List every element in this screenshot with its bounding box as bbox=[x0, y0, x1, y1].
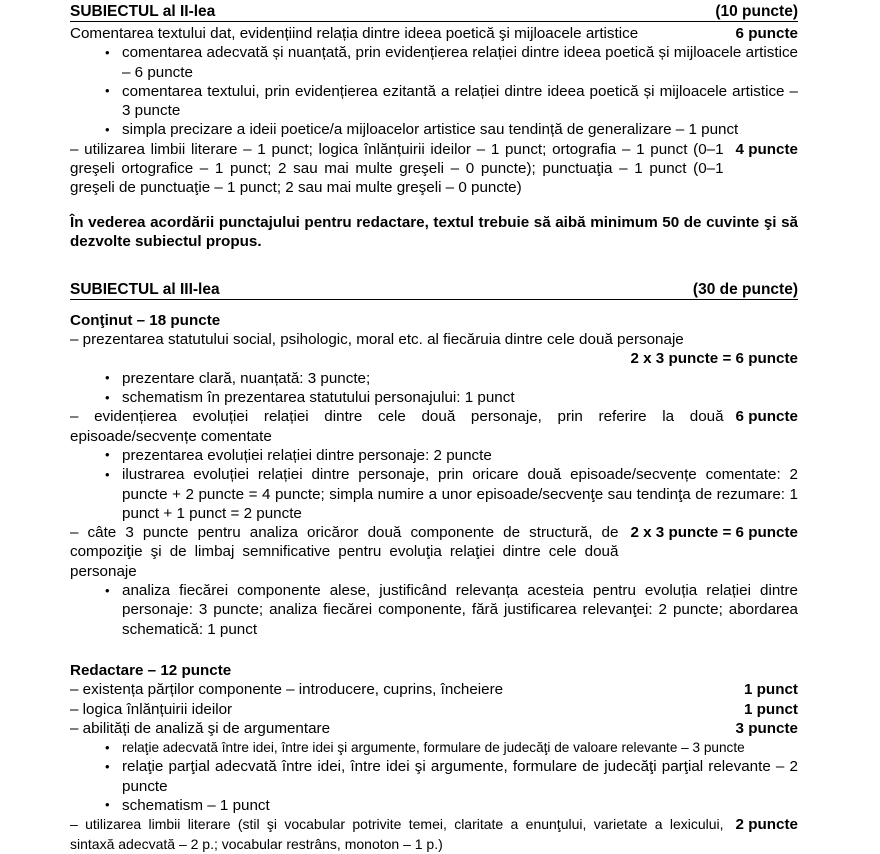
dash-row-points: 3 puncte bbox=[735, 719, 798, 737]
dash-row-points: 1 punct bbox=[743, 700, 798, 718]
section-points: (30 de puncte) bbox=[692, 280, 798, 298]
intro-points: 6 puncte bbox=[735, 25, 798, 42]
intro-text: Comentarea textului dat, evidențiind relația dintre ideea poetică şi mijloacele artistice bbox=[70, 25, 639, 42]
points-right: 2 x 3 puncte = 6 puncte bbox=[630, 350, 798, 368]
list-item: • schematism – 1 punct bbox=[70, 796, 798, 815]
list-item: • schematism în prezentarea statutului personajului: 1 punct bbox=[70, 388, 798, 407]
dash-row-text: – evidențierea evoluției relației dintre cele două personaje, prin referire la două episoade/secvențe comentate bbox=[70, 408, 724, 445]
redactare-bullet-list bbox=[70, 738, 798, 815]
spacer bbox=[70, 302, 798, 311]
dash-row bbox=[70, 680, 798, 699]
dash-row-text: – utilizarea limbii literare (stil şi vocabular potrivite temei, claritate a enunţului, varietate a lexicului, sintaxă adecvată – 2 p.; vocabular restrâns, monoton – 1 p.) bbox=[70, 816, 724, 852]
redactare-note: În vederea acordării punctajului pentru redactare, textul trebuie să aibă minimum 50 de cuvinte şi să dezvolte subiectul propus. bbox=[70, 213, 798, 251]
dash-row-text: – existența părților componente – introducere, cuprins, încheiere bbox=[70, 681, 504, 699]
dash-row bbox=[70, 815, 798, 854]
spacer bbox=[70, 198, 798, 213]
section-title: SUBIECTUL al III-lea bbox=[70, 280, 220, 298]
dash-row bbox=[70, 523, 798, 581]
criteria-row bbox=[70, 140, 798, 198]
section-points: (10 puncte) bbox=[715, 3, 798, 20]
list-item: • relaţie parţial adecvată între idei, între idei şi argumente, formulare de judecăţi parţial relevante – 2 puncte bbox=[70, 757, 798, 796]
list-item: • comentarea adecvată și nuanțată, prin evidențierea relației dintre ideea poetică și mijloacele artistice – 6 puncte bbox=[70, 43, 798, 82]
intro-row bbox=[70, 24, 798, 43]
section-header-subiectul-3 bbox=[70, 280, 798, 300]
dash-row-points: 1 punct bbox=[743, 681, 798, 699]
document-content bbox=[70, 2, 798, 854]
list-item: • analiza fiecărei componente alese, justificând relevanța acesteia pentru evoluția relației dintre personaje: 3 puncte; analiza fiecărei componente, fără justificarea relevanţei: 2 puncte; abordarea schematică: 1 punct bbox=[70, 581, 798, 639]
dash-row bbox=[70, 719, 798, 738]
continut-bullet-list-1 bbox=[70, 369, 798, 408]
dash-row-text: – logica înlănțuirii ideilor bbox=[70, 700, 233, 718]
dash-line: – prezentarea statutului social, psihologic, moral etc. al fiecăruia dintre cele două personaje bbox=[70, 331, 684, 349]
criteria-text: – utilizarea limbii literare – 1 punct; logica înlănțuirii ideilor – 1 punct; ortografia – 1 punct (0–1 greşeli ortografice – 1 punct; 2 sau mai multe greşeli – 0 puncte); punctuaţia – 1 punct (0–1 greşeli de punctuaţie – 1 punct; 2 sau mai multe greşeli – 0 puncte) bbox=[70, 140, 724, 197]
dash-row-text: – abilități de analiză şi de argumentare bbox=[70, 719, 331, 737]
dash-row-points: 2 puncte bbox=[735, 816, 798, 834]
block-heading-continut: Conţinut – 18 puncte bbox=[70, 311, 221, 329]
dash-row bbox=[70, 407, 798, 446]
dash-row-points: 6 puncte bbox=[735, 408, 798, 426]
list-item: • prezentarea evoluției relației dintre personaje: 2 puncte bbox=[70, 446, 798, 465]
list-item: • ilustrarea evoluției relației dintre personaje, prin oricare două episoade/secvențe comentate: 2 puncte + 2 puncte = 4 puncte; simpla numire a unor episoade/secvenţe sau tendinţa de rezumare: 1 punct + 1 punct = 2 puncte bbox=[70, 465, 798, 523]
list-item: • relaţie adecvată între idei, între idei şi argumente, formulare de judecăţi de valoare relevante – 3 puncte bbox=[70, 738, 798, 757]
continut-bullet-list-2 bbox=[70, 446, 798, 523]
block-heading-redactare: Redactare – 12 puncte bbox=[70, 661, 232, 679]
list-item: • simpla precizare a ideii poetice/a mijloacelor artistice sau tendință de generalizare – 1 punct bbox=[70, 120, 798, 139]
dash-row bbox=[70, 700, 798, 719]
list-item: • prezentare clară, nuanțată: 3 puncte; bbox=[70, 369, 798, 388]
subiectul-2-bullet-list bbox=[70, 43, 798, 139]
list-item: • comentarea textului, prin evidențierea ezitantă a relației dintre ideea poetică și mijloacele artistice – 3 puncte bbox=[70, 82, 798, 121]
dash-row-text: – câte 3 puncte pentru analiza oricăror două componente de structură, de compoziţie şi de limbaj semnificative pentru evoluţia relaţiei dintre cele două personaje bbox=[70, 524, 619, 580]
section-title: SUBIECTUL al II-lea bbox=[70, 3, 216, 20]
spacer bbox=[70, 639, 798, 661]
section-header-subiectul-2 bbox=[70, 2, 798, 22]
criteria-points: 4 puncte bbox=[735, 140, 798, 158]
continut-bullet-list-3 bbox=[70, 581, 798, 639]
spacer bbox=[70, 252, 798, 280]
dash-row-points: 2 x 3 puncte = 6 puncte bbox=[630, 524, 798, 542]
